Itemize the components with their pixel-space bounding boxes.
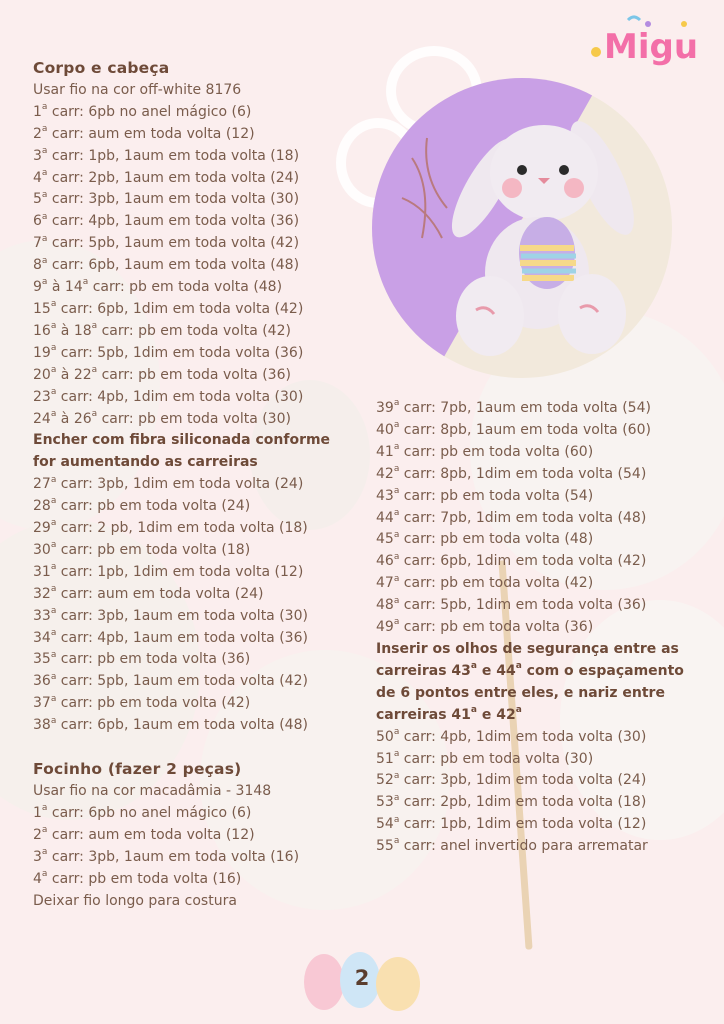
pattern-line: carreiras 43$^a$ e 44$^a$ com o espaçamento: [376, 661, 684, 679]
pattern-line: 3$^a$ carr: 1pb, 1aum em toda volta (18): [33, 145, 300, 164]
pattern-line: 36$^a$ carr: 5pb, 1aum em toda volta (42): [33, 671, 308, 690]
pattern-line: Inserir os olhos de segurança entre as: [376, 640, 679, 657]
focinho-lines: [33, 781, 353, 912]
pattern-line: Usar fio na cor off-white 8176: [33, 81, 242, 98]
corpo-lines-3: [376, 398, 706, 639]
pattern-line: 29$^a$ carr: 2 pb, 1dim em toda volta (18): [33, 518, 308, 537]
pattern-line: 39$^a$ carr: 7pb, 1aum em toda volta (54): [376, 398, 651, 416]
pattern-line: 4$^a$ carr: pb em toda volta (16): [33, 868, 242, 887]
corpo-lines-2: [33, 474, 353, 737]
pattern-line: 24$^a$ à 26$^a$ carr: pb em toda volta (30): [33, 408, 291, 427]
pattern-line: 19$^a$ carr: 5pb, 1dim em toda volta (36): [33, 343, 304, 361]
pattern-line: 5$^a$ carr: 3pb, 1aum em toda volta (30): [33, 189, 300, 208]
pattern-line: 33$^a$ carr: 3pb, 1aum em toda volta (30): [33, 606, 308, 624]
pattern-line: 30$^a$ carr: pb em toda volta (18): [33, 540, 251, 558]
pattern-line: 7$^a$ carr: 5pb, 1aum em toda volta (42): [33, 233, 300, 252]
pattern-line: Usar fio na cor macadâmia - 3148: [33, 783, 272, 799]
pattern-line: 46$^a$ carr: 6pb, 1dim em toda volta (42): [376, 551, 647, 570]
pattern-line: 1$^a$ carr: 6pb no anel mágico (6): [33, 803, 252, 821]
pattern-line: 48$^a$ carr: 5pb, 1dim em toda volta (36): [376, 595, 647, 614]
bunny-photo: [372, 78, 672, 378]
corpo-lines: [33, 80, 353, 431]
pattern-line: 34$^a$ carr: 4pb, 1aum em toda volta (36): [33, 627, 308, 646]
eyes-note: [376, 639, 706, 727]
pattern-line: 16$^a$ à 18$^a$ carr: pb em toda volta (42): [33, 321, 291, 339]
pattern-line: 2$^a$ carr: aum em toda volta (12): [33, 124, 255, 142]
pattern-line: 40$^a$ carr: 8pb, 1aum em toda volta (60): [376, 420, 651, 438]
section-title-focinho: Focinho (fazer 2 peças): [33, 760, 242, 779]
pattern-line: 23$^a$ carr: 4pb, 1dim em toda volta (30): [33, 386, 304, 405]
pattern-line: 52$^a$ carr: 3pb, 1dim em toda volta (24): [376, 770, 647, 789]
pattern-line: 6$^a$ carr: 4pb, 1aum em toda volta (36): [33, 211, 300, 230]
pattern-line: 4$^a$ carr: 2pb, 1aum em toda volta (24): [33, 167, 300, 186]
pattern-line: carreiras 41$^a$ e 42$^a$: [376, 705, 522, 723]
pattern-line: 49$^a$ carr: pb em toda volta (36): [376, 617, 594, 636]
pattern-line: 37$^a$ carr: pb em toda volta (42): [33, 693, 251, 712]
pattern-line: 3$^a$ carr: 3pb, 1aum em toda volta (16): [33, 847, 300, 865]
pattern-line: 38$^a$ carr: 6pb, 1aum em toda volta (48): [33, 715, 308, 734]
pattern-line: 45$^a$ carr: pb em toda volta (48): [376, 529, 594, 548]
pattern-line: 42$^a$ carr: 8pb, 1dim em toda volta (54): [376, 464, 647, 482]
page-number: 2: [354, 966, 370, 990]
pattern-line: 15$^a$ carr: 6pb, 1dim em toda volta (42): [33, 299, 304, 317]
pattern-line: 44$^a$ carr: 7pb, 1dim em toda volta (48): [376, 507, 647, 526]
pattern-line: de 6 pontos entre eles, e nariz entre: [376, 684, 665, 701]
pattern-line: 32$^a$ carr: aum em toda volta (24): [33, 584, 264, 602]
corpo-lines-4: [376, 727, 706, 858]
pattern-line: 55$^a$ carr: anel invertido para arrematar: [376, 836, 648, 855]
section-title-corpo: Corpo e cabeça: [33, 59, 170, 77]
right-column: [376, 398, 706, 858]
pattern-line: 43$^a$ carr: pb em toda volta (54): [376, 485, 594, 504]
pattern-line: 51$^a$ carr: pb em toda volta (30): [376, 748, 594, 767]
pattern-line: 47$^a$ carr: pb em toda volta (42): [376, 573, 594, 592]
pattern-line: 31$^a$ carr: 1pb, 1dim em toda volta (12): [33, 562, 304, 580]
pattern-line: 20$^a$ à 22$^a$ carr: pb em toda volta (36): [33, 365, 291, 383]
left-column: [33, 58, 353, 912]
pattern-line: 9$^a$ à 14$^a$ carr: pb em toda volta (48): [33, 277, 283, 296]
svg-text:Migu: Migu: [604, 27, 699, 67]
pattern-line: 2$^a$ carr: aum em toda volta (12): [33, 825, 255, 843]
pattern-line: 28$^a$ carr: pb em toda volta (24): [33, 496, 251, 515]
pattern-line: 41$^a$ carr: pb em toda volta (60): [376, 442, 594, 460]
pattern-line: 8$^a$ carr: 6pb, 1aum em toda volta (48): [33, 255, 300, 274]
pattern-line: 35$^a$ carr: pb em toda volta (36): [33, 649, 251, 668]
migu-logo: [588, 14, 704, 70]
pattern-line: 50$^a$ carr: 4pb, 1dim em toda volta (30): [376, 726, 647, 745]
pattern-line: 54$^a$ carr: 1pb, 1dim em toda volta (12): [376, 814, 647, 833]
stuffing-note: Encher com fibra siliconada conforme: [33, 432, 331, 449]
stuffing-note: for aumentando as carreiras: [33, 454, 258, 471]
pattern-line: 27$^a$ carr: 3pb, 1dim em toda volta (24): [33, 474, 304, 493]
pattern-line: 53$^a$ carr: 2pb, 1dim em toda volta (18): [376, 792, 647, 811]
pattern-line: Deixar fio longo para costura: [33, 892, 237, 909]
pattern-line: 1$^a$ carr: 6pb no anel mágico (6): [33, 102, 252, 120]
